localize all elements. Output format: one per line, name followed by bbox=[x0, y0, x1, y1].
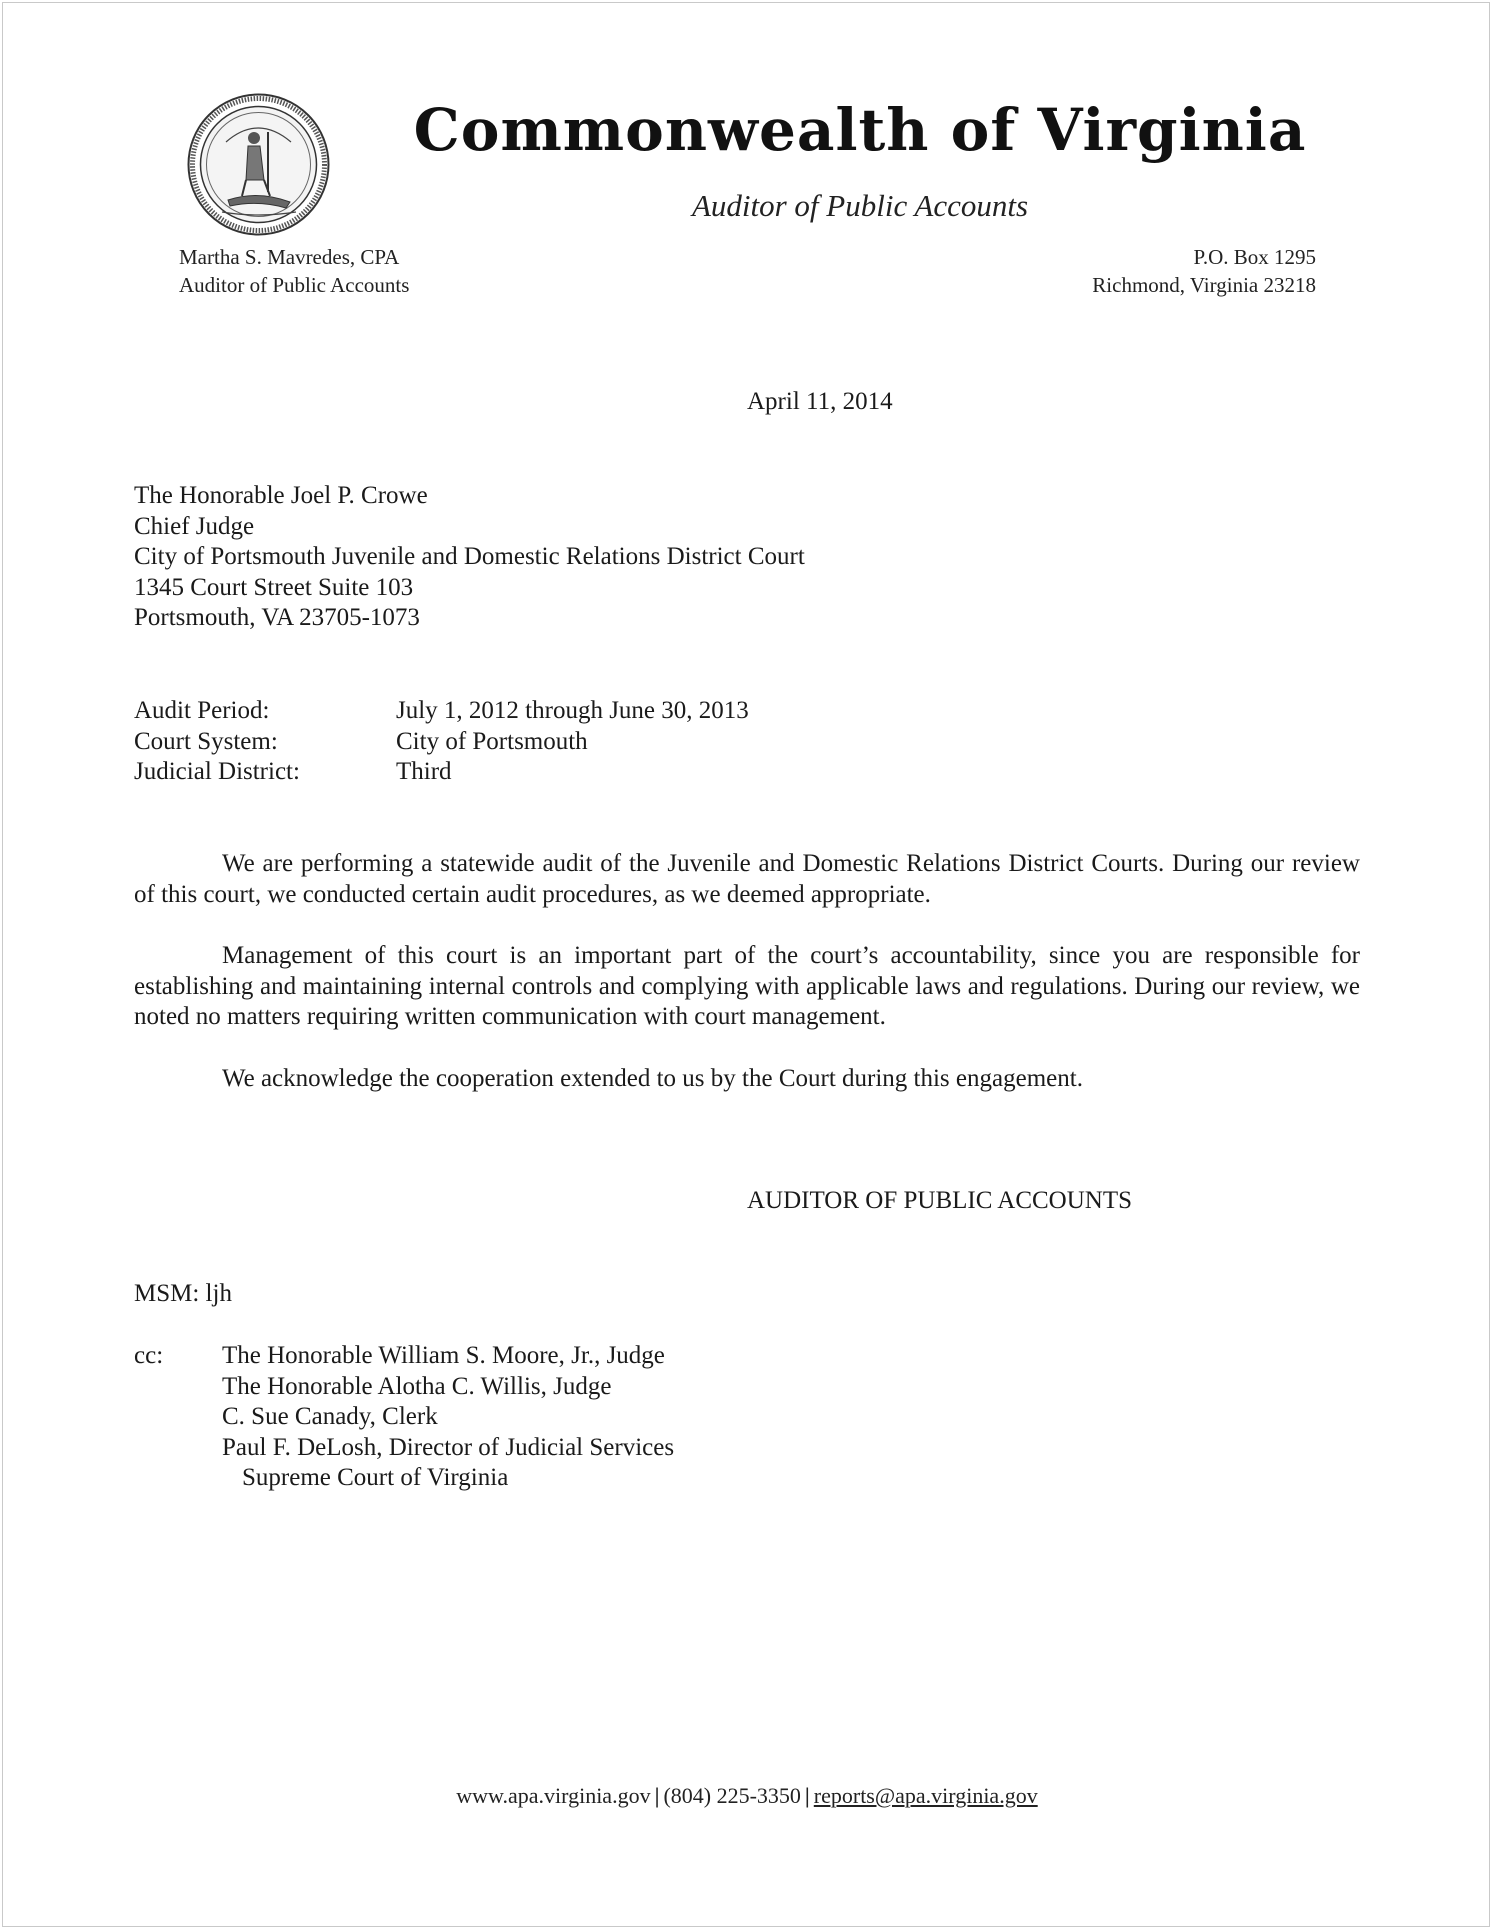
audit-info-value: City of Portsmouth bbox=[396, 727, 588, 755]
audit-info-value: Third bbox=[396, 758, 452, 785]
cc-recipient: Paul F. DeLosh, Director of Judicial Services bbox=[222, 1433, 675, 1461]
audit-info-row bbox=[134, 727, 749, 758]
virginia-seal-icon bbox=[186, 92, 331, 237]
addressee-line: Chief Judge bbox=[134, 512, 255, 540]
cc-recipient: The Honorable William S. Moore, Jr., Judge bbox=[222, 1342, 665, 1369]
letterhead-subtitle: Auditor of Public Accounts bbox=[691, 188, 1029, 223]
city-state-zip: Richmond, Virginia 23218 bbox=[1092, 273, 1316, 297]
cc-list bbox=[222, 1341, 674, 1494]
audit-info-label: Audit Period: bbox=[134, 697, 270, 724]
auditor-name: Martha S. Mavredes, CPA bbox=[179, 245, 400, 269]
body-paragraph: We acknowledge the cooperation extended to us by the Court during this engagement. bbox=[222, 1064, 1083, 1092]
cc-recipient: C. Sue Canady, Clerk bbox=[222, 1403, 438, 1430]
footer bbox=[0, 1783, 1494, 1809]
signature-block: AUDITOR OF PUBLIC ACCOUNTS bbox=[747, 1187, 1133, 1214]
letter-date: April 11, 2014 bbox=[747, 388, 893, 415]
cc-label: cc: bbox=[134, 1342, 164, 1369]
po-box: P.O. Box 1295 bbox=[1193, 245, 1316, 269]
letterhead-left-block bbox=[179, 243, 409, 299]
footer-website: www.apa.virginia.gov bbox=[456, 1783, 651, 1808]
audit-info-value: July 1, 2012 through June 30, 2013 bbox=[396, 697, 749, 724]
letter-body bbox=[134, 849, 1360, 1125]
addressee-block bbox=[134, 481, 805, 634]
cc-recipient: The Honorable Alotha C. Willis, Judge bbox=[222, 1372, 612, 1400]
footer-separator: | bbox=[804, 1783, 810, 1808]
addressee-line: The Honorable Joel P. Crowe bbox=[134, 482, 428, 509]
addressee-line: 1345 Court Street Suite 103 bbox=[134, 573, 414, 601]
audit-info-row bbox=[134, 757, 749, 788]
letterhead-right-block bbox=[1092, 243, 1316, 299]
body-paragraph: Management of this court is an important part of the court’s accountability, since you are responsible for establishing and maintaining internal controls and complying with applicable laws and regulations. During our review, we noted no matters requiring written communication with court management. bbox=[134, 942, 1360, 1030]
addressee-line: Portsmouth, VA 23705-1073 bbox=[134, 604, 420, 631]
reference-initials: MSM: ljh bbox=[134, 1280, 232, 1307]
footer-separator: | bbox=[654, 1783, 660, 1808]
audit-info-block bbox=[134, 696, 749, 788]
audit-info-label: Court System: bbox=[134, 727, 278, 755]
addressee-line: City of Portsmouth Juvenile and Domestic Relations District Court bbox=[134, 543, 805, 570]
body-paragraph: We are performing a statewide audit of the Juvenile and Domestic Relations District Courts. During our review of this court, we conducted certain audit procedures, as we deemed appropriate. bbox=[134, 850, 1360, 908]
footer-email-link[interactable]: reports@apa.virginia.gov bbox=[813, 1783, 1038, 1808]
letterhead-title: Commonwealth of Virginia bbox=[413, 96, 1307, 164]
auditor-role: Auditor of Public Accounts bbox=[179, 273, 410, 297]
cc-recipient-sub: Supreme Court of Virginia bbox=[242, 1464, 509, 1491]
cc-block bbox=[134, 1341, 674, 1494]
audit-info-row bbox=[134, 696, 749, 727]
footer-phone: (804) 225-3350 bbox=[663, 1783, 801, 1808]
audit-info-label: Judicial District: bbox=[134, 758, 300, 785]
